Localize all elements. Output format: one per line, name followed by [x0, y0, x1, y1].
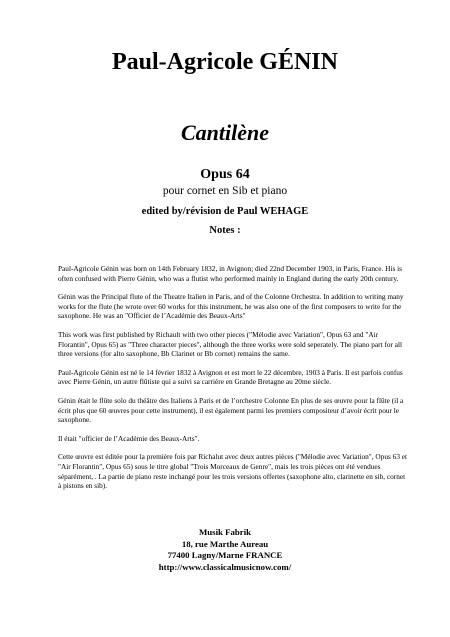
notes-paragraph-fr-publication: Cette œuvre est éditée pour la première fois par Richalut avec deux autres pièces ("Mélodie avec Variation", Opus 63 et "Air Florantin", Opus 65) sous le titre global "Trois Morceaux de Genre", mais les trois pièces ont été vendues séparément, . La partie de piano reste inchangé pour les trois versions offertes (saxophone alto, clarinette en sib, cornet à pistons en sib).: [58, 452, 408, 491]
work-title: Cantilène: [180, 120, 269, 145]
notes-paragraph-en-career: Génin was the Principal flute of the Theatre Italien in Paris, and of the Colonne Orchestra. In addition to writing many works for the flute (he wrote over 60 works for this instrument, he was also one of the first composers to write for the saxophone. He was an "Officier de l’Académie des Beaux-Arts": [58, 292, 404, 321]
editor-credit: edited by/révision de Paul WEHAGE: [141, 206, 309, 217]
notes-paragraph-fr-bio: Paul-Agricole Génin est né le 14 février 1832 à Avignon et est mort le 22 décembre, 1903 à Paris. Il est parfois confus avec Pierre Génin, un autre flûtiste qui a suivi sa carrière en Grande Bretagne au 20me siècle.: [58, 367, 403, 387]
publisher-city: 77400 Lagny/Marne FRANCE: [167, 550, 283, 560]
notes-paragraph-en-publication: This work was first published by Richault with two other pieces ("Mélodie avec Variation", Opus 63 and "Air Florantin", Opus 65) as "Three character pieces", although the three works were sold seperately. The piano part for all three versions (for alto saxophone, Bb Clarinet or Bb cornet) remains the same.: [58, 329, 403, 359]
instrumentation: pour cornet en Sib et piano: [162, 185, 288, 197]
notes-paragraph-en-bio: Paul-Agricole Génin was born on 14th February 1832, in Avignon; died 22nd December 1903, in Paris, France. His is often confused with Pierre Génin, who was a flutist who performed mainly in England during the early 20th century.: [58, 264, 402, 283]
composer-name: Paul-Agricole GÉNIN: [112, 49, 338, 75]
opus-number: Opus 64: [200, 167, 250, 182]
publisher-block: [0, 527, 450, 573]
notes-heading: Notes :: [209, 225, 241, 236]
notes-body: [58, 264, 408, 500]
publisher-street: 18, rue Marthe Aureau: [181, 538, 269, 549]
notes-paragraph-fr-academie: Il était "officier de l’Académie des Beaux-Arts".: [58, 433, 200, 443]
notes-paragraph-fr-career: Génin était le flûte solo du théâtre des Italiens à Paris et de l’orchestre Colonne En plus de ses œuvre pour la flûte (il a écrit plus que 60 œuvres pour cette instrument), il est également parmi les premiers compositeur d’avoir écrit pour le saxophone.: [58, 395, 404, 425]
publisher-url: http://www.classicalmusicnow.com/: [158, 561, 292, 572]
publisher-name: Musik Fabrik: [198, 527, 252, 537]
